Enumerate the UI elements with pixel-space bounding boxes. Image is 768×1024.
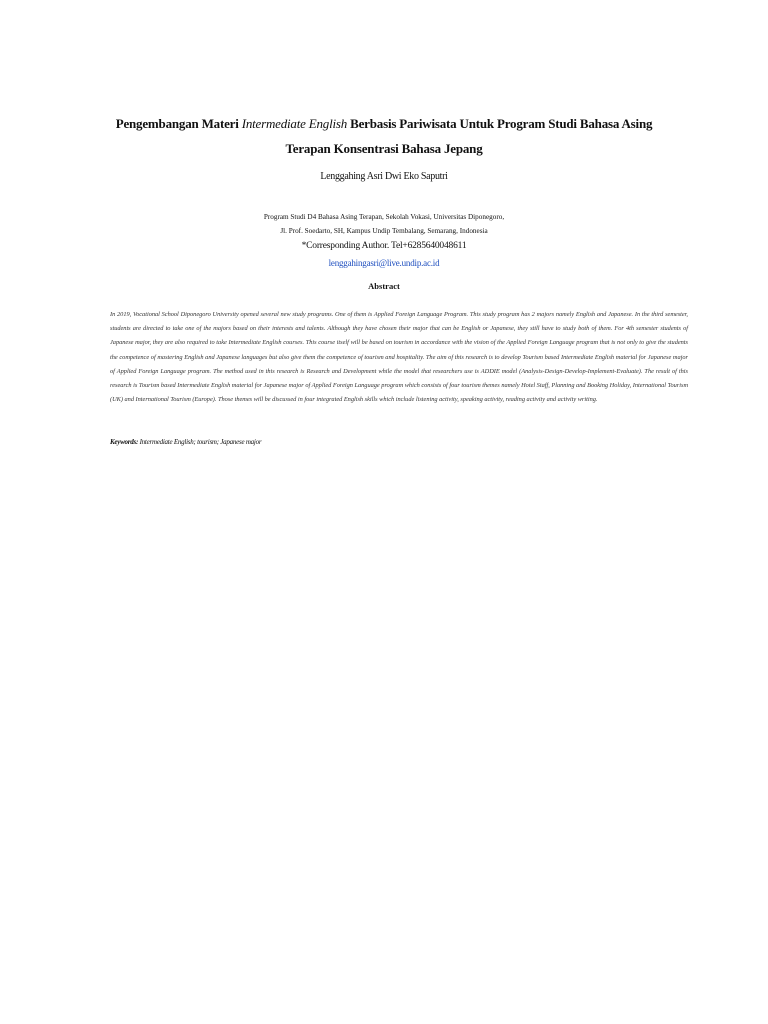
abstract-body: In 2019, Vocational School Diponegoro University opened several new study programs. One of them is Applied Foreign Language Program. This study program has 2 majors namely English and Japanese. In the third semester, students are directed to take one of the majors based on their interests and talents. Although they have chosen their major that can be English or Japanese, they still have to study both of them. For 4th semester students of Japanese major, they are also required to take Intermediate English courses. This course itself will be based on tourism in accordance with the vision of the Applied Foreign Language program that is not only to give the students the competence of mastering English and Japanese languages but also give them the competence of tourism and hospitality. The aim of this research is to develop Tourism based Intermediate English material for Japanese major of Applied Foreign Language program. The method used in this research is Research and Development while the model that researchers use is ADDIE model (Analysis-Design-Develop-Implement-Evaluate). The result of this research is Tourism based Intermediate English material for Japanese major of Applied Foreign Language program which consists of four tourism themes namely Hotel Staff, Planning and Booking Holiday, International Tourism (UK) and International Tourism (Europe). Those themes will be discussed in four integrated English skills which include listening activity, speaking activity, reading activity and activity writing. xyxy=(110,311,688,404)
affiliation-line-1: Program Studi D4 Bahasa Asing Terapan, Sekolah Vokasi, Universitas Diponegoro, xyxy=(263,213,505,221)
paper-title xyxy=(100,111,668,161)
affiliation xyxy=(200,210,568,238)
keywords xyxy=(110,436,688,448)
title-part-2-italic: Intermediate English xyxy=(241,116,348,131)
author-name: Lenggahing Asri Dwi Eko Saputri xyxy=(320,171,448,182)
keywords-label: Keywords: xyxy=(110,438,139,446)
abstract-heading: Abstract xyxy=(368,281,400,291)
corresponding-author: *Corresponding Author. Tel+6285640048611 xyxy=(301,241,467,251)
title-part-1: Pengembangan Materi xyxy=(115,116,242,131)
author-email-link[interactable]: lenggahingasri@live.undip.ac.id xyxy=(328,258,440,268)
keywords-list: Intermediate English; tourism; Japanese major xyxy=(138,438,262,446)
title-part-3: Berbasis Pariwisata Untuk Program Studi Bahasa Asing Terapan Konsentrasi Bahasa Jepang xyxy=(285,116,653,156)
affiliation-line-2: Jl. Prof. Soedarto, SH, Kampus Undip Tembalang, Semarang, Indonesia xyxy=(280,227,488,235)
